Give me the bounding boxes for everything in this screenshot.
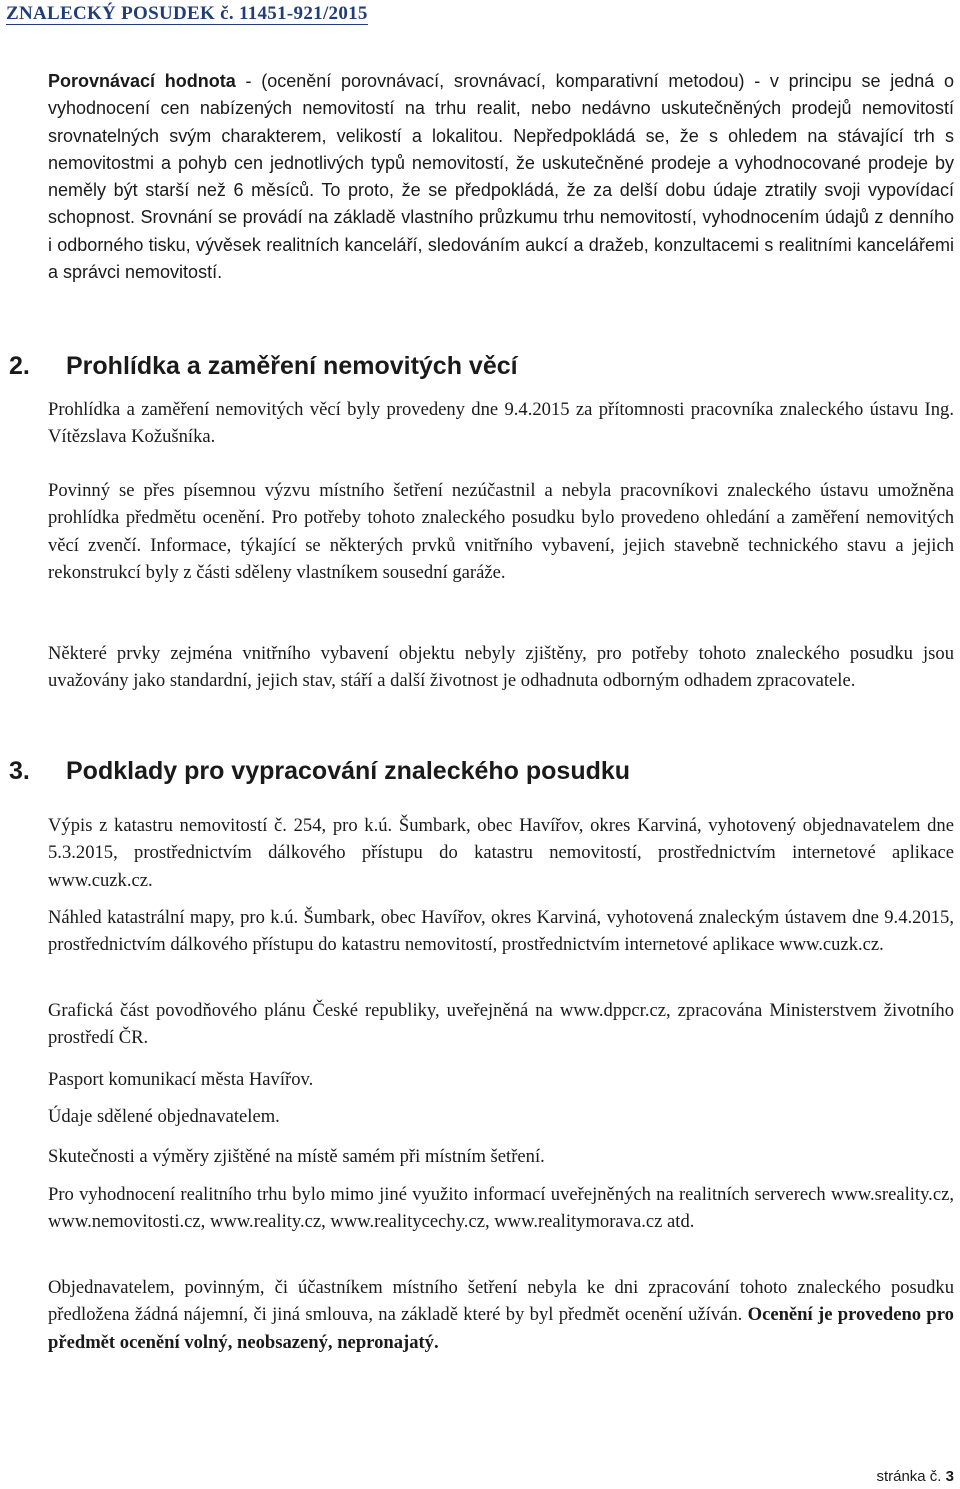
section-3-paragraph: Grafická část povodňového plánu České republiky, uveřejněná na www.dppcr.cz, zpracována Ministerstvem životního prostředí ČR.: [48, 1000, 954, 1049]
section-2-heading: [9, 352, 518, 381]
section-2-paragraph: Prohlídka a zaměření nemovitých věcí byly provedeny dne 9.4.2015 za přítomnosti pracovníka znaleckého ústavu Ing. Vítězslava Kožušníka.: [48, 399, 954, 448]
section-2-paragraph: Některé prvky zejména vnitřního vybavení objektu nebyly zjištěny, pro potřeby tohoto znaleckého posudku jsou uvažovány jako standardní, jejich stav, stáří a další životnost je odhadnuta odborným odhadem zpracovatele.: [48, 643, 954, 692]
section-2-title: Prohlídka a zaměření nemovitých věcí: [66, 352, 518, 380]
section-2-paragraph: Povinný se přes písemnou výzvu místního šetření nezúčastnil a nebyla pracovníkovi znaleckého ústavu umožněna prohlídka předmětu ocenění. Pro potřeby tohoto znaleckého posudku bylo provedeno ohledání a zaměření nemovitých věcí zvenčí. Informace, týkající se některých prvků vnitřního vybavení, jejich stavebně technického stavu a jejich rekonstrukcí byly z části sděleny vlastníkem sousední garáže.: [48, 480, 954, 583]
page-number: 3: [945, 1468, 954, 1485]
intro-paragraph: [48, 68, 954, 286]
page-label: stránka č.: [876, 1468, 942, 1485]
final-paragraph-bold: Ocenění je provedeno pro předmět ocenění volný, neobsazený, nepronajatý.: [48, 1304, 954, 1353]
intro-term: Porovnávací hodnota: [48, 71, 236, 91]
document-header: [0, 0, 398, 27]
section-3-paragraph: Pro vyhodnocení realitního trhu bylo mimo jiné využito informací uveřejněných na realitních serverech www.sreality.cz, www.nemovitosti.cz, www.reality.cz, www.realitycechy.cz, www.realitymorava.cz atd.: [48, 1184, 954, 1233]
intro-definition: - (ocenění porovnávací, srovnávací, komparativní metodou) - v principu se jedná o vyhodnocení cen nabízených nemovitostí na trhu realit, nebo nedávno uskutečněných prodejů nemovitostí srovnatelných svým charakterem, velikostí a lokalitou. Nepředpokládá se, že s ohledem na stávající trh s nemovitostmi a pohyb cen jednotlivých typů nemovitostí, že uskutečněné prodeje a vyhodnocované prodeje by neměly být starší než 6 měsíců. To proto, že se předpokládá, že za delší dobu údaje ztratily svoji vypovídací schopnost. Srovnání se provádí na základě vlastního průzkumu trhu nemovitostí, vyhodnocením údajů z denního i odborného tisku, vývěsek realitních kanceláří, sledováním aukcí a dražeb, konzultacemi s realitními kancelářemi a správci nemovitostí.: [48, 71, 954, 283]
header-title: ZNALECKÝ POSUDEK č. 11451-921/2015: [6, 3, 368, 24]
section-3-heading: [9, 757, 630, 786]
section-2-number: 2.: [9, 352, 30, 380]
section-3-paragraph: Výpis z katastru nemovitostí č. 254, pro k.ú. Šumbark, obec Havířov, okres Karviná, vyhotovený objednavatelem dne 5.3.2015, prostřednictvím dálkového přístupu do katastru nemovitostí, prostřednictvím internetové aplikace www.cuzk.cz.: [48, 815, 954, 891]
final-paragraph-text: Objednavatelem, povinným, či účastníkem místního šetření nebyla ke dni zpracování tohoto znaleckého posudku předložena žádná nájemní, či jiná smlouva, na základě které by byl předmět ocenění užíván.: [48, 1277, 954, 1326]
page-footer: [876, 1468, 954, 1485]
section-3-paragraph: Pasport komunikací města Havířov.: [48, 1069, 314, 1090]
section-3-final-paragraph: [48, 1274, 954, 1356]
section-3-title: Podklady pro vypracování znaleckého posudku: [66, 757, 631, 785]
section-3-paragraph: Údaje sdělené objednavatelem.: [48, 1106, 280, 1127]
section-3-number: 3.: [9, 757, 30, 785]
section-3-paragraph: Náhled katastrální mapy, pro k.ú. Šumbark, obec Havířov, okres Karviná, vyhotovená znaleckým ústavem dne 9.4.2015, prostřednictvím dálkového přístupu do katastru nemovitostí, prostřednictvím internetové aplikace www.cuzk.cz.: [48, 907, 954, 956]
section-3-paragraph: Skutečnosti a výměry zjištěné na místě samém při místním šetření.: [48, 1146, 545, 1167]
